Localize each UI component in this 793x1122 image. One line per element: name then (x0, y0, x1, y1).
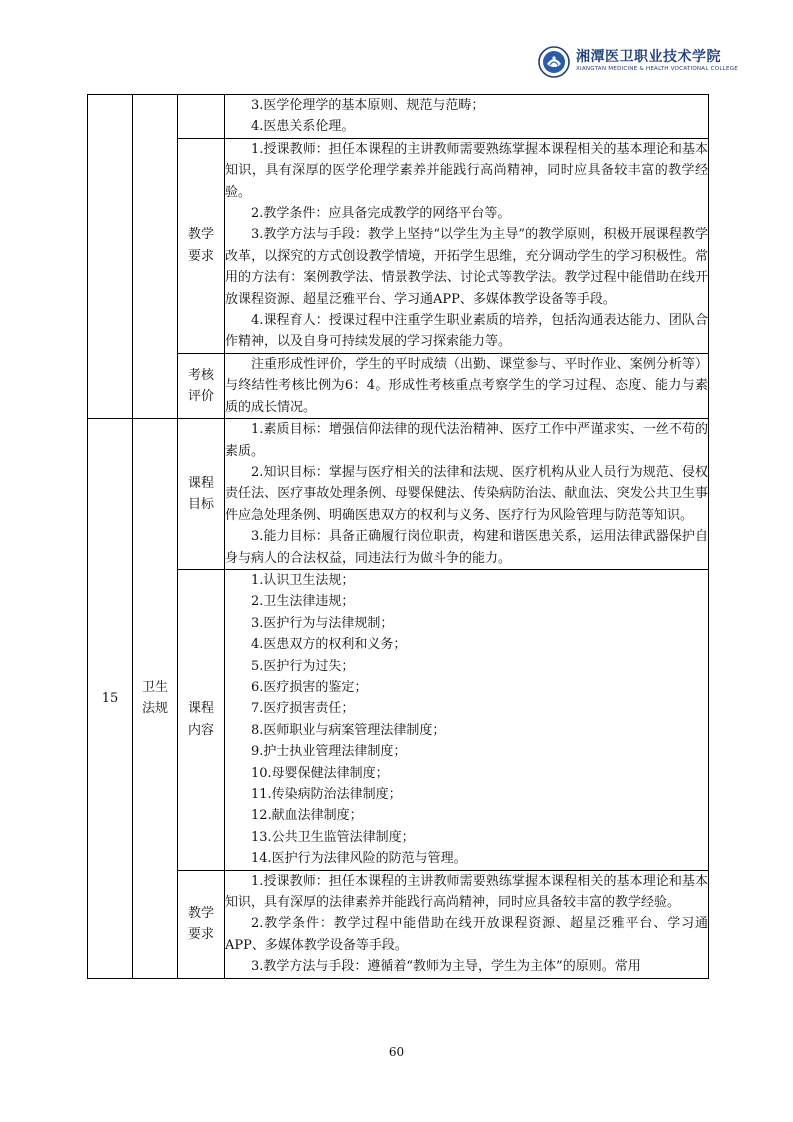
course-number: 15 (88, 419, 133, 979)
list-item: 11.传染病防治法律制度； (251, 787, 402, 802)
table-row (88, 870, 709, 978)
table-row (88, 138, 709, 353)
list-item: 3.医学伦理学的基本原则、规范与范畴； (251, 98, 485, 113)
teaching-req-cell (225, 870, 709, 978)
prev-course-name-cell (133, 95, 178, 419)
paragraph: 4.课程育人：授课过程中注重学生职业素质的培养，包括沟通表达能力、团队合作精神，以及自身可持续发展的学习探索能力等。 (225, 313, 708, 350)
prev-course-number-cell (88, 95, 133, 419)
prev-assessment-cell (225, 353, 709, 418)
prev-content-cell (225, 95, 709, 139)
list-item: 4.医患双方的权利和义务； (251, 637, 407, 653)
curriculum-table (87, 94, 709, 979)
prev-content-label-cell (178, 95, 225, 139)
paragraph: 2.教学条件：应具备完成教学的网络平台等。 (251, 206, 511, 222)
page-number: 60 (388, 1045, 405, 1059)
table-row (88, 419, 709, 570)
list-item: 5.医护行为过失； (251, 658, 355, 674)
page-header (538, 44, 738, 80)
school-name-en: XIANGTAN MEDICINE & HEALTH VOCATIONAL COLLEGE (576, 66, 738, 72)
paragraph: 2.知识目标：掌握与医疗相关的法律和法规、医疗机构从业人员行为规范、侵权责任法、医疗事故处理条例、母婴保健法、传染病防治法、献血法、突发公共卫生事件应急处理条例、明确医患双方的权利与义务、医疗行为风险管理与防范等知识。 (225, 464, 708, 523)
list-item: 7.医疗损害责任； (251, 701, 355, 717)
list-item: 4.医患关系伦理。 (251, 119, 355, 135)
paragraph: 3.教学方法与手段：遵循着“教师为主导，学生为主体”的原则。常用 (251, 959, 641, 975)
row-label: 考核 评价 (178, 353, 225, 418)
table-row (88, 95, 709, 139)
paragraph: 1.授课教师：担任本课程的主讲教师需要熟练掌握本课程相关的基本理论和基本知识，具有深厚的法律素养并能践行高尚精神，同时应具备较丰富的教学经验。 (225, 873, 708, 911)
paragraph: 3.能力目标：具备正确履行岗位职责，构建和谐医患关系，运用法律武器保护自身与病人的合法权益，同违法行为做斗争的能力。 (225, 529, 708, 566)
paragraph: 3.教学方法与手段：教学上坚持“以学生为主导”的教学原则，积极开展课程教学改革，以探究的方式创设教学情境，开拓学生思维，充分调动学生的学习积极性。常用的方法有：案例教学法、情景教学法、讨论式等教学法。教学过程中能借助在线开放课程资源、超星泛雅平台、学习通APP、多媒体教学设备等手段。 (225, 227, 708, 307)
list-item: 12.献血法律制度； (251, 808, 363, 824)
list-item: 6.医疗损害的鉴定； (251, 679, 368, 695)
list-item: 10.母婴保健法律制度； (251, 765, 389, 781)
school-name-cn: 湘潭医卫职业技术学院 (576, 49, 721, 65)
list-item: 2.卫生法律违规； (251, 594, 355, 610)
paragraph: 1.素质目标：增强信仰法律的现代法治精神、医疗工作中严谨求实、一丝不苟的素质。 (225, 422, 708, 459)
row-label: 课程 内容 (178, 569, 225, 870)
paragraph: 1.授课教师：担任本课程的主讲教师需要熟练掌握本课程相关的基本理论和基本知识，具有深厚的医学伦理学素养并能践行高尚精神，同时应具备较丰富的教学经验。 (225, 141, 708, 200)
row-label: 教学 要求 (178, 138, 225, 353)
list-item: 14.医护行为法律风险的防范与管理。 (251, 851, 467, 867)
paragraph: 注重形成性评价，学生的平时成绩（出勤、课堂参与、平时作业、案例分析等）与终结性考核比例为6：4。形成性考核重点考察学生的学习过程、态度、能力与素质的成长情况。 (225, 356, 708, 415)
contents-cell (225, 569, 709, 870)
row-label: 教学 要求 (178, 870, 225, 978)
table-row (88, 569, 709, 870)
list-item: 13.公共卫生监管法律制度； (251, 829, 415, 845)
list-item: 9.护士执业管理法律制度； (251, 744, 407, 760)
objectives-cell (225, 419, 709, 570)
row-label: 课程 目标 (178, 419, 225, 570)
list-item: 8.医师职业与病案管理法律制度； (251, 722, 446, 738)
school-emblem-icon (538, 46, 570, 78)
paragraph: 2.教学条件：教学过程中能借助在线开放课程资源、超星泛雅平台、学习通APP、多媒体教学设备等手段。 (225, 916, 708, 953)
list-item: 3.医护行为与法律规制； (251, 615, 394, 631)
prev-teaching-req-cell (225, 138, 709, 353)
list-item: 1.认识卫生法规； (251, 572, 355, 588)
course-name: 卫生 法规 (133, 419, 178, 979)
table-row (88, 353, 709, 418)
